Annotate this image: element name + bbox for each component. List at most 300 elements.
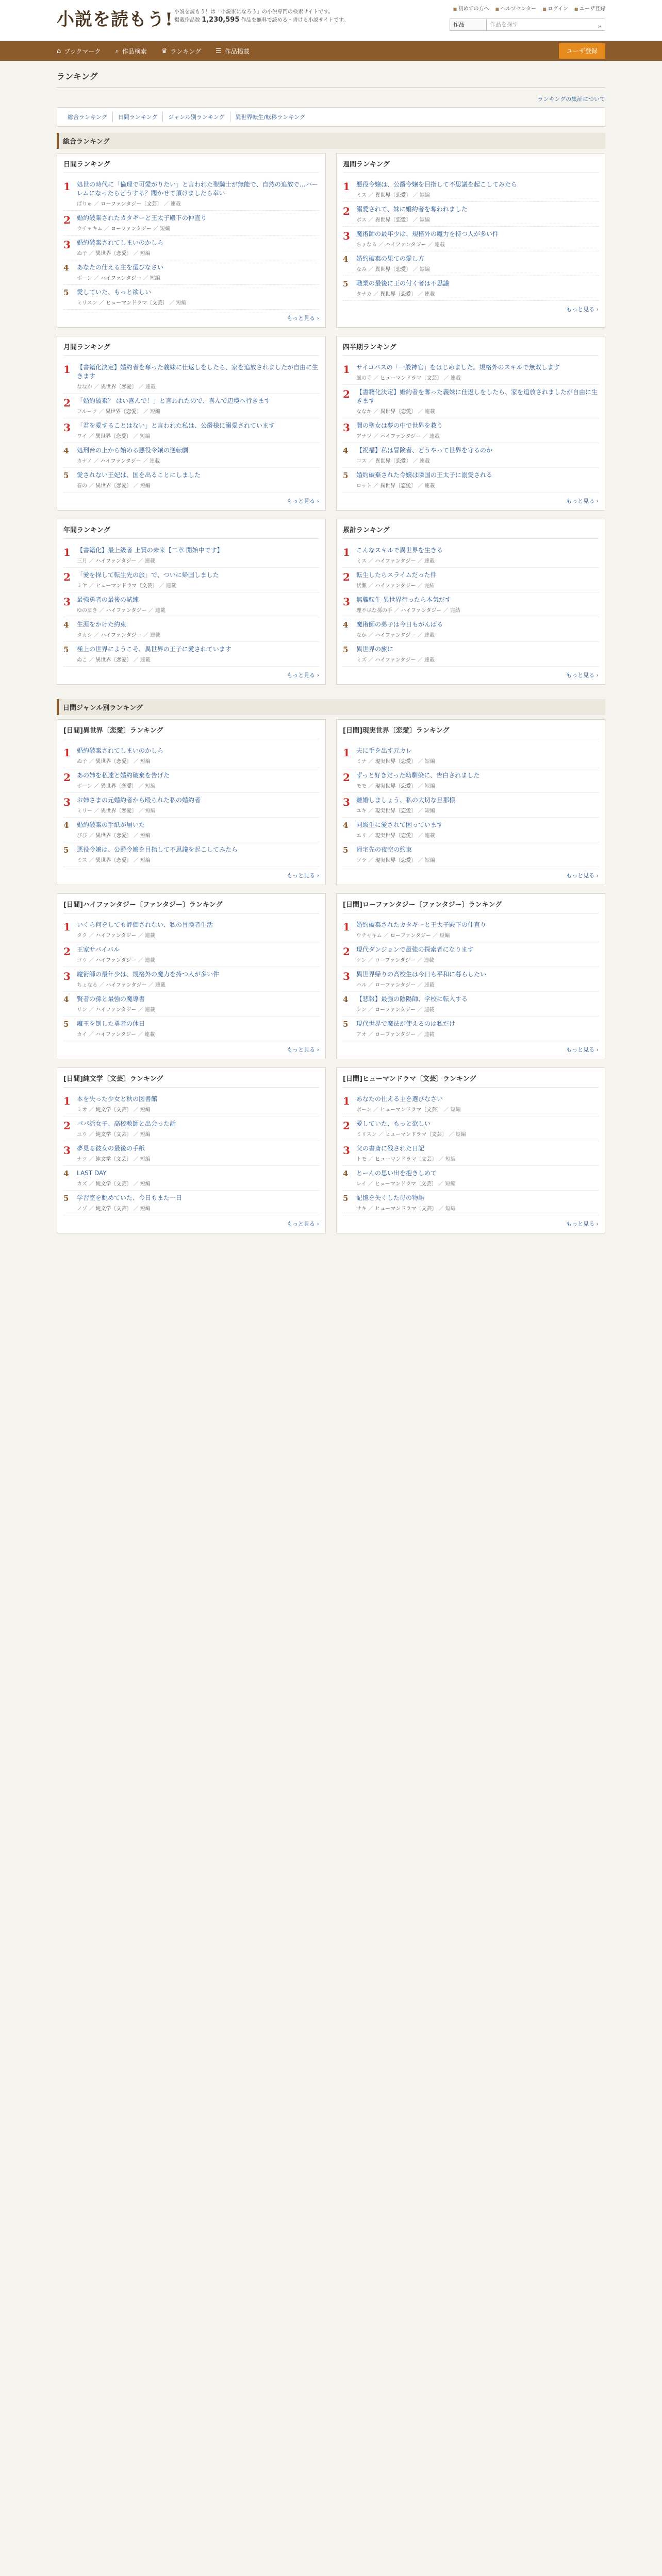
work-author[interactable]: カイ [77,1032,87,1038]
work-author[interactable]: ボーン [356,1107,372,1113]
rank-body [77,214,319,232]
work-title-link[interactable]: 学習室を眺めていた、今日もまた一日 [77,1194,183,1201]
ranking-item [63,818,319,842]
work-author[interactable]: ボーン [77,784,92,789]
work-title-link[interactable]: 婚約破棄されてしまいのかしら [77,239,164,246]
work-author[interactable]: なみ [356,267,367,273]
work-author[interactable]: モモ [356,784,367,789]
work-author[interactable]: ハル [356,982,367,988]
work-genre[interactable]: ハイファンタジー [101,633,142,638]
work-author[interactable]: コス [356,459,367,464]
work-status: 連載 [140,657,151,663]
work-title-link[interactable]: 「愛を探して転生先の旅」で、ついに帰国しました [77,571,219,579]
work-author[interactable]: ぬ子 [77,759,87,765]
work-title-link[interactable]: 異世界の旅に [356,646,394,653]
work-title-link[interactable]: 転生したらスライムだった件 [356,571,437,579]
nav-publish[interactable]: ☰ 作品掲載 [216,47,250,55]
work-author[interactable]: フルーツ [77,409,97,415]
work-title-link[interactable]: 婚約破棄の手紙が届いた [77,821,145,828]
work-genre[interactable]: ローファンタジー [374,958,416,963]
work-meta [356,1179,599,1187]
work-meta [77,782,319,789]
work-author[interactable]: アオ [356,1032,367,1038]
work-title-link[interactable]: 婚約破棄の果ての愛し方 [356,255,425,262]
work-genre[interactable]: ローファンタジー [375,982,416,988]
work-genre[interactable]: 異世界〔恋愛〕 [375,217,411,223]
separator: ／ [416,583,424,589]
work-status: 連載 [150,459,160,464]
separator: ／ [131,1157,140,1162]
rank-number: 4 [63,620,69,630]
work-title-link[interactable]: 処刑台の上から始める悪役令嬢の逆転劇 [77,447,189,454]
work-author[interactable]: ナツ [77,1157,87,1162]
work-author[interactable]: ちょなる [77,982,97,988]
ranking-card [336,1067,605,1233]
work-genre[interactable]: ヒューマンドラマ〔文芸〕 [106,300,168,306]
more-link[interactable]: もっと見る › [343,493,599,505]
work-author[interactable]: ソラ [356,858,367,863]
search-icon[interactable]: ⌕ [598,22,602,30]
work-author[interactable]: ミス [356,558,367,564]
ranking-item [63,793,319,818]
work-title-link[interactable]: 魔王を倒した勇者の休日 [77,1020,145,1027]
work-title-link[interactable]: 婚約破棄されたカタギーと王太子殿下の仲直り [77,214,207,222]
work-title-link[interactable]: こんなスキルで異世界を生きる [356,547,443,554]
ranking-item [343,818,599,842]
more-link[interactable]: もっと見る › [63,310,319,322]
work-genre[interactable]: ヒューマンドラマ〔文芸〕 [380,376,442,381]
work-genre[interactable]: 純文学〔文芸〕 [95,1206,132,1212]
work-genre[interactable]: 異世界〔恋愛〕 [375,193,411,198]
work-meta [356,1204,599,1212]
rank-number: 5 [343,845,349,855]
work-genre[interactable]: ヒューマンドラマ〔文芸〕 [374,1181,437,1187]
work-author[interactable]: カズ [77,1181,87,1187]
work-title-link[interactable]: 闇の聖女は夢の中で世界を救う [356,422,443,429]
work-title-link[interactable]: 現代ダンジョンで最強の探索者になります [356,946,474,953]
rank-body [77,363,319,390]
work-genre[interactable]: 現実世界〔恋愛〕 [375,833,417,839]
work-title-link[interactable]: 魔術師の最年少は、規格外の魔力を持つ人が多い件 [77,971,220,978]
separator: ／ [97,982,106,988]
separator: ／ [92,808,101,814]
work-author[interactable]: ゆのまき [77,608,97,614]
work-author[interactable]: タク [77,933,87,939]
work-author[interactable]: シン [356,1007,367,1013]
separator: ／ [416,1032,424,1038]
work-author[interactable]: ちょなる [356,242,377,248]
ranking-filter-tabs [57,107,605,127]
work-title-link[interactable]: 夫に手を出す元カレ [356,747,412,754]
work-author[interactable]: ぬ子 [77,251,87,257]
work-genre[interactable]: ハイファンタジー [375,633,416,638]
work-author[interactable]: タナカ [356,292,372,297]
top-link-beginners[interactable]: ■ 初めての方へ [453,4,489,12]
work-author[interactable]: ケン [356,958,367,963]
work-author[interactable]: ぬこ [77,657,87,663]
work-genre[interactable]: ハイファンタジー [95,558,137,564]
separator: ／ [421,434,429,439]
work-genre[interactable]: 異世界〔恋愛〕 [95,251,132,257]
work-author[interactable]: 理不尽な孫の手 [356,608,392,614]
work-title-link[interactable]: 処世の時代に「倫理で可愛がりたい」と言われた聖騎士が無能で、自然の追放で…ハーレムになったらどうする？聞かせて頂けましたら幸い [77,181,318,197]
separator: ／ [87,434,96,439]
work-author[interactable]: ユウ [77,1132,87,1138]
work-author[interactable]: ぴぴ [77,833,87,839]
work-genre[interactable]: ハイファンタジー [95,1032,137,1038]
search-input[interactable] [487,19,605,31]
separator: ／ [87,933,96,939]
work-genre[interactable]: ローファンタジー [110,226,152,232]
ranking-item [63,443,319,468]
work-genre[interactable]: 現実世界〔恋愛〕 [375,858,417,863]
work-author[interactable]: 伏瀬 [356,583,367,589]
work-genre[interactable]: ヒューマンドラマ〔文芸〕 [385,1132,448,1138]
work-title-link[interactable]: 無職転生 異世界行ったら本気だす [356,596,451,603]
work-genre[interactable]: ハイファンタジー [385,242,426,248]
work-title-link[interactable]: 職業の最後に王の付く者は不思議 [356,280,450,287]
work-genre[interactable]: ヒューマンドラマ〔文芸〕 [380,1107,442,1113]
separator: ／ [87,1007,96,1013]
work-meta [356,581,599,589]
work-title-link[interactable]: 極上の世界にようこそ、異世界の王子に愛されています [77,646,231,653]
more-link[interactable]: もっと見る › [343,1041,599,1054]
work-genre[interactable]: 異世界〔恋愛〕 [380,409,417,415]
separator: ／ [367,808,375,814]
work-author[interactable]: なか [356,633,367,638]
work-author[interactable]: ノゾ [77,1206,87,1212]
tab-overall[interactable]: 総合ランキング [62,112,113,122]
work-genre[interactable]: 異世界〔恋愛〕 [101,384,137,390]
more-link[interactable]: もっと見る › [343,1215,599,1228]
work-author[interactable]: 風の寺 [356,376,372,381]
work-author[interactable]: 春の [77,483,87,489]
work-title-link[interactable]: 婚約破棄された令嬢は隣国の王太子に溺愛される [356,471,493,479]
rank-body [356,279,599,297]
work-title-link[interactable]: 愛していた、もっと欲しい [356,1120,431,1127]
ranking-item [343,1092,599,1116]
work-author[interactable]: ミナ [356,759,367,765]
more-link[interactable]: もっと見る › [63,493,319,505]
work-author[interactable]: ウチャキム [77,226,103,232]
work-title-link[interactable]: 愛されない王妃は、国を出ることにしました [77,471,201,479]
work-author[interactable]: ゴウ [77,958,87,963]
ranking-card [336,519,605,685]
work-genre[interactable]: ハイファンタジー [375,583,416,589]
work-author[interactable]: ななか [77,384,92,390]
work-title-link[interactable]: 賢者の孫と最強の魔導書 [77,995,145,1003]
top-links [453,4,605,12]
work-title-link[interactable]: 【祝福】私は冒険者、どうやって世界を守るのか [356,447,493,454]
work-author[interactable]: ボーン [77,276,92,281]
rank-body [356,970,599,988]
work-title-link[interactable]: 愛していた、もっと欲しい [77,289,152,296]
work-title-link[interactable]: サイコパスの「一般神官」をはじめました。規格外のスキルで無双します [356,364,560,371]
work-genre[interactable]: ハイファンタジー [95,958,137,963]
work-genre[interactable]: ハイファンタジー [101,276,142,281]
search-placeholder: 作品を探す [490,21,518,28]
separator: ／ [415,958,424,963]
work-genre[interactable]: 異世界〔恋愛〕 [375,459,411,464]
rank-number: 1 [343,1095,350,1107]
work-title-link[interactable]: 異世界帰りの高校生は今日も平和に暮らしたい [356,971,487,978]
work-title-link[interactable]: あなたの仕える主を選びなさい [356,1095,443,1103]
work-genre[interactable]: 純文学〔文芸〕 [95,1157,132,1162]
separator: ／ [162,201,171,207]
work-author[interactable]: ウチャキム [356,933,382,939]
work-author[interactable]: エリ [356,833,367,839]
work-title-link[interactable]: 離婚しましょう、私の大切な旦那様 [356,796,456,804]
rank-body [77,180,319,207]
rank-body [77,995,319,1013]
work-meta [77,631,319,638]
rank-number: 4 [343,1169,349,1178]
work-title-link[interactable]: 「君を愛することはない」と言われた私は、公爵様に溺愛されています [77,422,275,429]
more-link[interactable]: もっと見る › [63,1041,319,1054]
work-genre[interactable]: ハイファンタジー [106,982,147,988]
separator: ／ [416,292,425,297]
rank-number: 1 [63,363,71,376]
work-status: 短編 [424,858,435,863]
ranking-about-link[interactable]: ランキングの集計について [537,96,605,103]
work-genre[interactable]: ハイファンタジー [95,1007,137,1013]
work-author[interactable]: ミヤ [77,583,87,589]
work-title-link[interactable]: 夢見る彼女の最後の手紙 [77,1145,145,1152]
top-link-help[interactable]: ■ ヘルプセンター [495,4,537,12]
work-genre[interactable]: 異世界〔恋愛〕 [95,434,132,439]
work-genre[interactable]: 異世界〔恋愛〕 [375,267,411,273]
rank-number: 3 [343,970,350,982]
work-title-link[interactable]: パパ活女子、高校教師と出会った話 [77,1120,176,1127]
work-meta [356,215,599,223]
rank-number: 3 [63,596,71,608]
work-genre[interactable]: ヒューマンドラマ〔文芸〕 [95,583,158,589]
work-title-link[interactable]: 【書籍化決定】婚約者を奪った義妹に仕返しをしたら、家を追放されましたが自由に生きます [356,388,598,404]
separator: ／ [137,384,145,390]
rank-body [77,945,319,963]
separator: ／ [367,657,375,663]
ranking-card-heading: [日間]ローファンタジー〔ファンタジー〕ランキング [343,894,599,913]
work-title-link[interactable]: 【書籍化決定】婚約者を奪った義妹に仕返しをしたら、家を追放されましたが自由に生きます [77,364,319,380]
work-author[interactable]: ミス [77,858,87,863]
work-author[interactable]: ミス [356,193,367,198]
work-status: 連載 [166,583,176,589]
work-title-link[interactable]: 悪役令嬢は、公爵令嬢を目指して不思議を起こしてみたら [77,846,238,853]
work-genre[interactable]: ハイファンタジー [106,608,147,614]
work-title-link[interactable]: 帰宅先の夜空の約束 [356,846,412,853]
rank-body [356,1120,599,1138]
work-author[interactable]: ミリスン [77,300,97,306]
work-author[interactable]: トモ [356,1157,367,1162]
ranking-card-heading: 年間ランキング [63,519,319,539]
work-title-link[interactable]: ずっと好きだった幼馴染に、告白されました [356,772,480,779]
work-genre[interactable]: 異世界〔恋愛〕 [95,858,132,863]
separator: ／ [431,933,440,939]
work-genre[interactable]: 異世界〔恋愛〕 [380,292,417,297]
work-genre[interactable]: ハイファンタジー [95,933,137,939]
ranking-item [343,202,599,227]
ranking-grid [57,153,605,693]
work-title-link[interactable]: 【悲報】最強の陰陽師、学校に転入する [356,995,468,1003]
work-title-link[interactable]: 【書籍化】最上級者 上質の未来【二章 開始中です】 [77,547,223,554]
more-link[interactable]: もっと見る › [343,667,599,679]
site-logo[interactable]: 小説を読もう! [57,9,173,30]
work-genre[interactable]: ヒューマンドラマ〔文芸〕 [375,1157,437,1162]
work-author[interactable]: ボス [356,217,367,223]
ranking-item [63,1166,319,1191]
site-description-line2: 掲載作品数 1,230,595 作品を無料で読める・書ける小説サイトです。 [174,16,349,24]
nav-ranking[interactable]: ♛ ランキング [161,47,202,55]
work-title-link[interactable]: 最強勇者の最後の試練 [77,596,139,603]
work-title-link[interactable]: 魔術師の弟子は今日もがんばる [356,621,443,628]
separator: ／ [416,558,424,564]
work-genre[interactable]: ローファンタジー [375,1007,416,1013]
work-author[interactable]: タカシ [77,633,92,638]
tab-genre[interactable]: ジャンル別ランキング [163,112,230,122]
tab-daily[interactable]: 日間ランキング [113,112,163,122]
work-genre[interactable]: ハイファンタジー [100,459,141,464]
ranking-item [63,942,319,967]
work-author[interactable]: サキ [356,1206,367,1212]
separator: ／ [367,558,375,564]
work-title-link[interactable]: 「婚約破棄？ はい喜んで！」と言われたので、喜んで辺境へ行きます [77,397,271,404]
nav-search[interactable]: ⌕ 作品検索 [115,47,147,55]
work-genre[interactable]: 現実世界〔恋愛〕 [375,808,417,814]
work-title-link[interactable]: あの姉を私達と婚約破棄を告げた [77,772,170,779]
work-genre[interactable]: 異世界〔恋愛〕 [95,833,132,839]
work-genre[interactable]: ハイファンタジー [375,558,416,564]
work-author[interactable]: リン [77,1007,87,1013]
work-author[interactable]: ワイ [77,434,87,439]
work-genre[interactable]: ローファンタジー [375,1032,416,1038]
work-status: 短編 [140,1157,151,1162]
ranking-item [343,385,599,418]
work-genre[interactable]: ハイファンタジー [401,608,442,614]
separator: ／ [87,1157,96,1162]
work-genre[interactable]: 異世界〔恋愛〕 [95,657,132,663]
work-genre[interactable]: ローファンタジー〔文芸〕 [101,201,162,207]
tab-isekai[interactable]: 異世界転生/転移ランキング [235,114,305,121]
work-title-link[interactable]: 同級生に愛されて困っています [356,821,443,828]
work-genre[interactable]: 異世界〔恋愛〕 [101,808,137,814]
top-link-register[interactable]: ■ ユーザ登録 [574,4,605,12]
work-genre[interactable]: 異世界〔恋愛〕 [101,784,137,789]
work-genre[interactable]: 異世界〔恋愛〕 [380,483,417,489]
rank-number: 1 [343,546,350,558]
work-title-link[interactable]: あなたの仕える主を選びなさい [77,264,164,271]
main-content [57,61,605,1242]
main-nav [0,41,662,61]
nav-bookmark[interactable]: ⌂ ブックマーク [57,47,101,55]
more-link[interactable]: もっと見る › [343,867,599,879]
work-genre[interactable]: ハイファンタジー [375,657,416,663]
nav-items [57,41,250,61]
work-title-link[interactable]: 溺愛されて、妹に婚約者を奪われました [356,206,468,213]
work-author[interactable]: ミオ [77,1107,87,1113]
rank-number: 3 [343,1144,350,1157]
work-status: 短編 [176,300,187,306]
work-genre[interactable]: 異世界〔恋愛〕 [105,409,142,415]
work-title-link[interactable]: お姉さまの元婚約者から殴られた私の婚約者 [77,796,201,804]
site-description-line1: 小説を読もう！は「小説家になろう」の小説専門の検索サイトです。 [174,9,334,15]
more-link[interactable]: もっと見る › [63,1215,319,1228]
rank-number: 1 [63,921,71,933]
work-genre[interactable]: 現実世界〔恋愛〕 [375,759,417,765]
ranking-item [343,793,599,818]
more-link[interactable]: もっと見る › [343,301,599,313]
work-title-link[interactable]: いくら何をしても評価されない、私の冒険者生活 [77,921,213,928]
work-meta [356,407,599,415]
separator: ／ [97,608,106,614]
work-title-link[interactable]: 王家サバイバル [77,946,120,953]
separator: ／ [367,784,375,789]
work-genre[interactable]: 異世界〔恋愛〕 [95,759,132,765]
work-author[interactable]: 三月 [77,558,87,564]
section-title: 日間ジャンル別ランキング [57,699,605,715]
ranking-item [343,177,599,202]
work-author[interactable]: ロット [356,483,372,489]
work-author[interactable]: ユキ [356,808,367,814]
work-genre[interactable]: ヒューマンドラマ〔文芸〕 [375,1206,437,1212]
rank-number: 3 [343,230,350,242]
more-link[interactable]: もっと見る › [63,667,319,679]
work-title-link[interactable]: LAST DAY [77,1170,107,1177]
work-title-link[interactable]: とーんの思い出を抱きしめて [356,1170,437,1177]
work-author[interactable]: ミズ [356,657,367,663]
ranking-item [63,543,319,568]
separator: ／ [416,784,425,789]
work-author[interactable]: アナツ [356,434,372,439]
ranking-item [343,592,599,617]
work-title-link[interactable]: 婚約破棄されたカタギーと王太子殿下の仲直り [356,921,487,928]
work-title-link[interactable]: 本を失った少女と秋の図書館 [77,1095,158,1103]
work-title-link[interactable]: 生涯をかけた約束 [77,621,127,628]
work-genre[interactable]: 異世界〔恋愛〕 [95,483,132,489]
work-author[interactable]: ななか [356,409,372,415]
work-author[interactable]: ばりゅ [77,201,92,207]
rank-number: 5 [343,471,349,480]
work-author[interactable]: ミリー [77,808,92,814]
work-title-link[interactable]: 父の書斎に残された日記 [356,1145,425,1152]
top-link-login[interactable]: ■ ログイン [542,4,568,12]
search-type-select[interactable]: 作品 [450,19,487,31]
work-author[interactable]: ミリスン [356,1132,377,1138]
work-status: 短編 [140,483,151,489]
separator: ／ [131,858,140,863]
work-title-link[interactable]: 魔術師の最年少は、規格外の魔力を持つ人が多い件 [356,230,499,238]
work-author[interactable]: カナノ [77,459,92,464]
separator: ／ [87,1206,96,1212]
more-link[interactable]: もっと見る › [63,867,319,879]
separator: ／ [367,833,375,839]
work-genre[interactable]: 純文学〔文芸〕 [95,1132,132,1138]
work-genre[interactable]: 現実世界〔恋愛〕 [375,784,417,789]
work-author[interactable]: レイ [356,1181,367,1187]
rank-body [77,771,319,789]
work-status: 連載 [419,459,430,464]
work-genre[interactable]: ローファンタジー [390,933,431,939]
work-genre[interactable]: ハイファンタジー [380,434,421,439]
work-title-link[interactable]: 記憶を失くした母の物語 [356,1194,425,1201]
work-status: 短編 [424,784,435,789]
bookmark-icon: ⌂ [57,47,61,55]
work-title-link[interactable]: 悪役令嬢は、公爵令嬢を目指して不思議を起こしてみたら [356,181,518,188]
user-register-button[interactable]: ユーザ登録 [559,43,605,59]
work-title-link[interactable]: 現代世界で魔法が使えるのは私だけ [356,1020,456,1027]
work-genre[interactable]: 純文学〔文芸〕 [95,1181,132,1187]
work-genre[interactable]: 純文学〔文芸〕 [95,1107,132,1113]
work-title-link[interactable]: 婚約破棄されてしまいのかしら [77,747,164,754]
